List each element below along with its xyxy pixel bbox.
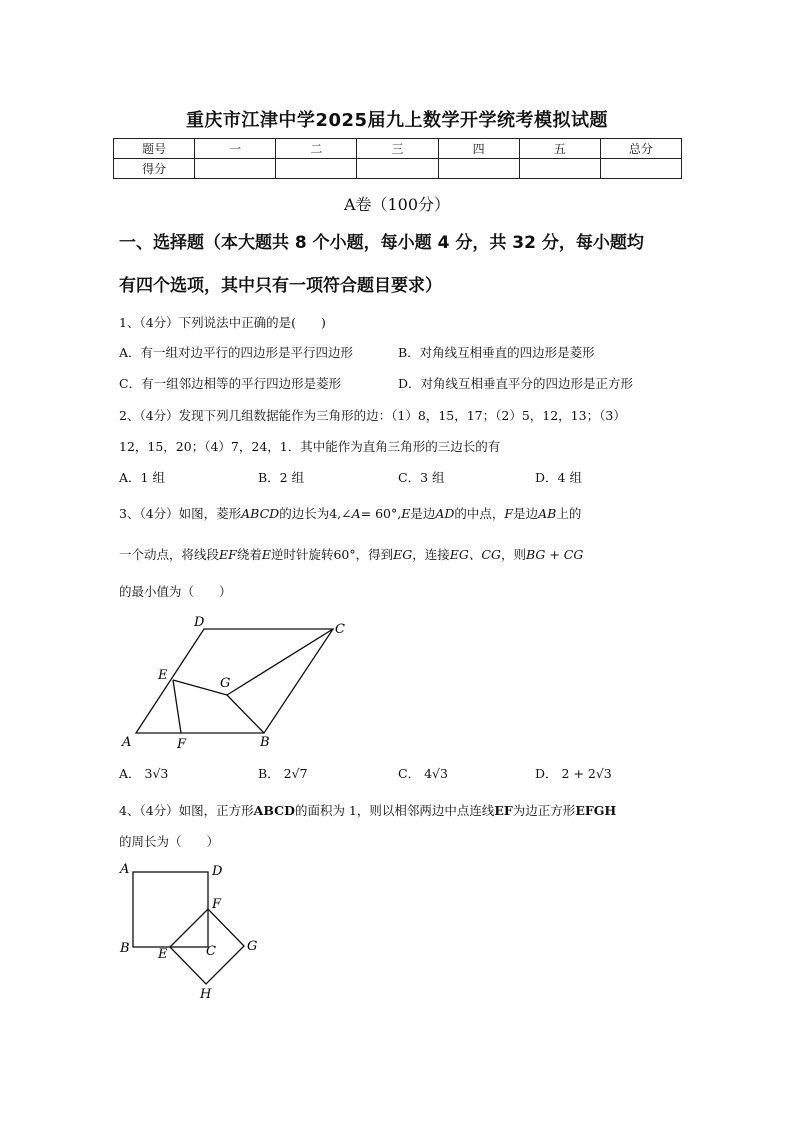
option-label: B． <box>258 766 280 781</box>
score-header-cell: 三 <box>357 139 438 159</box>
q3-option-c <box>398 766 448 782</box>
label-d: D <box>212 864 223 879</box>
q3-line2 <box>119 547 583 563</box>
q3-math: AB <box>538 506 557 521</box>
q2-option-d: D．4 组 <box>535 470 582 485</box>
label-h: H <box>200 987 212 1002</box>
label-d: D <box>194 615 205 630</box>
q2-option-a: A．1 组 <box>119 470 165 485</box>
q3-line3: 的最小值为（ ） <box>119 584 232 599</box>
q3-math: F <box>504 506 514 521</box>
section-a-heading: A卷（100分） <box>343 195 451 214</box>
option-value: 2√7 <box>283 766 308 781</box>
label-f: F <box>212 897 222 912</box>
score-table <box>113 138 682 179</box>
q1-option-c: C．有一组邻边相等的平行四边形是菱形 <box>119 376 342 391</box>
label-b: B <box>120 941 130 956</box>
part1-heading-line2: 有四个选项，其中只有一项符合题目要求） <box>119 276 442 296</box>
q3-option-b <box>258 766 308 782</box>
option-label: C． <box>398 766 421 781</box>
q3-text: 的中点， <box>454 506 505 521</box>
label-b: B <box>260 735 270 750</box>
q3-text: 逆时针旋转60°，得到 <box>270 547 394 562</box>
q3-text: ，连接 <box>412 547 450 562</box>
score-header-cell: 二 <box>276 139 357 159</box>
q3-math: EG <box>393 547 413 562</box>
q3-text: 的边长为4,∠ <box>279 506 352 521</box>
q4-text: 为边正方形 <box>512 803 576 818</box>
q3-text: 是边 <box>513 506 539 521</box>
label-e: E <box>158 668 168 683</box>
q4-bold: EFGH <box>575 803 617 818</box>
label-a: A <box>120 862 130 877</box>
score-cell <box>600 159 681 179</box>
q3-text: 3、（4分）如图，菱形 <box>119 506 242 521</box>
option-value: 4√3 <box>424 766 448 781</box>
square-abcd <box>133 872 208 947</box>
q3-math: AD <box>435 506 455 521</box>
q3-math: EF <box>219 547 237 562</box>
q3-text: 是边 <box>410 506 436 521</box>
q2-line1: 2、（4分）发现下列几组数据能作为三角形的边：（1）8，15，17；（2）5，12，13；（3） <box>119 408 626 423</box>
score-row-label: 得分 <box>114 159 195 179</box>
q3-option-a <box>119 766 168 782</box>
q3-math: EG、CG <box>449 547 501 562</box>
q4-bold: ABCD <box>253 803 295 818</box>
score-header-cell: 总分 <box>600 139 681 159</box>
score-header-cell: 一 <box>195 139 276 159</box>
q3-line1 <box>119 506 581 522</box>
score-header-cell: 四 <box>438 139 519 159</box>
segment-ef <box>173 680 181 733</box>
option-value: 3√3 <box>144 766 169 781</box>
q3-math: A <box>351 506 361 521</box>
q3-math: E <box>261 547 271 562</box>
label-c: C <box>335 622 345 637</box>
label-c: C <box>206 944 216 959</box>
q3-text: 一个动点，将线段 <box>119 547 220 562</box>
part1-heading-line1: 一、选择题（本大题共 8 个小题，每小题 4 分，共 32 分，每小题均 <box>119 233 644 253</box>
q3-text: 绕着 <box>236 547 262 562</box>
q2-option-b: B．2 组 <box>258 470 305 485</box>
score-cell <box>357 159 438 179</box>
q2-line2: 12，15，20；（4）7，24，1．其中能作为直角三角形的三边长的有 <box>119 439 501 454</box>
q2-option-c: C．3 组 <box>398 470 445 485</box>
option-label: A． <box>119 766 141 781</box>
label-a: A <box>122 735 132 750</box>
q1-option-a: A．有一组对边平行的四边形是平行四边形 <box>119 345 354 360</box>
q1-option-d: D．对角线互相垂直平分的四边形是正方形 <box>398 376 634 391</box>
label-g: G <box>247 939 258 954</box>
q3-rhombus-figure <box>118 612 358 752</box>
q4-line2: 的周长为（ ） <box>119 834 220 849</box>
score-header-cell: 五 <box>519 139 600 159</box>
q3-text: 上的 <box>556 506 582 521</box>
score-cell <box>519 159 600 179</box>
q1-option-b: B．对角线互相垂直的四边形是菱形 <box>398 345 595 360</box>
q4-text: 的面积为 1，则以相邻两边中点连线 <box>294 803 495 818</box>
score-table-score-row <box>114 159 682 179</box>
option-label: D． <box>535 766 558 781</box>
score-cell <box>195 159 276 179</box>
q3-math: ABCD <box>241 506 280 521</box>
label-e: E <box>158 947 168 962</box>
q3-math: E <box>401 506 411 521</box>
label-f: F <box>177 737 187 752</box>
q4-squares-figure <box>116 858 266 1008</box>
q4-line1 <box>119 803 616 819</box>
segment-bg <box>227 695 264 733</box>
page-title: 重庆市江津中学2025届九上数学开学统考模拟试题 <box>185 110 609 131</box>
option-value: 2 + 2√3 <box>561 766 612 781</box>
q1-stem: 1、（4分）下列说法中正确的是( ) <box>119 315 326 330</box>
q3-math: BG + CG <box>525 547 584 562</box>
segment-cg <box>227 629 333 695</box>
q4-bold: EF <box>494 803 513 818</box>
label-g: G <box>220 676 231 691</box>
segment-eg <box>173 680 227 695</box>
score-table-header-row <box>114 139 682 159</box>
q3-text: = 60°, <box>360 506 402 521</box>
score-header-cell: 题号 <box>114 139 195 159</box>
q3-option-d <box>535 766 612 782</box>
score-cell <box>438 159 519 179</box>
score-cell <box>276 159 357 179</box>
q4-text: 4、（4分）如图，正方形 <box>119 803 254 818</box>
q3-text: ，则 <box>500 547 526 562</box>
